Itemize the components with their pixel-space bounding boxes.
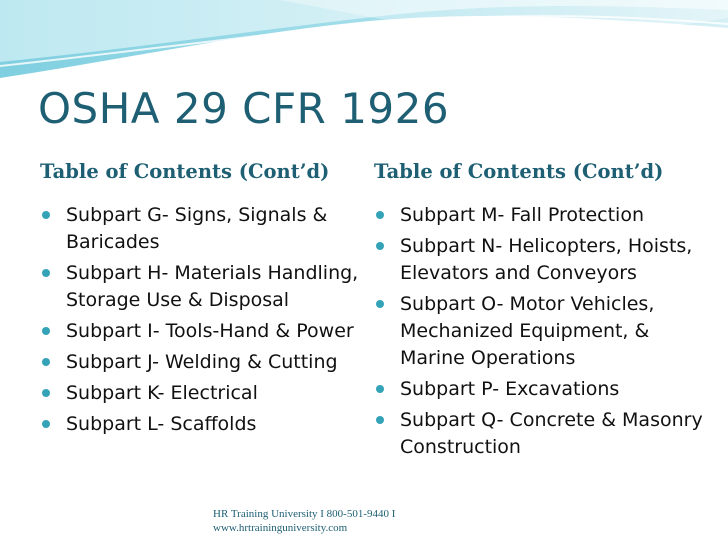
- list-item: [40, 380, 362, 407]
- slide-footer: [213, 507, 395, 535]
- list-item-text: Subpart H- Materials Handling, Storage Use & Disposal: [66, 262, 359, 311]
- header-wave-decoration: [0, 0, 728, 90]
- bullet-icon: [42, 211, 50, 219]
- slide-title: OSHA 29 CFR 1926: [38, 84, 450, 133]
- list-item-text: Subpart K- Electrical: [66, 382, 258, 404]
- list-item-text: Subpart M- Fall Protection: [400, 204, 645, 226]
- list-item-text: Subpart J- Welding & Cutting: [66, 351, 338, 373]
- list-item: [374, 233, 714, 287]
- footer-contact-line: HR Training University I 800-501-9440 I: [213, 508, 396, 520]
- list-item-text: Subpart O- Motor Vehicles, Mechanized Equipment, & Marine Operations: [400, 293, 655, 369]
- bullet-icon: [42, 389, 50, 397]
- right-subpart-list: [374, 202, 714, 465]
- left-column-heading: Table of Contents (Cont’d): [40, 160, 330, 183]
- list-item: [374, 376, 714, 403]
- list-item: [40, 318, 362, 345]
- list-item: [374, 291, 714, 372]
- footer-website-link[interactable]: www.hrtraininguniversity.com: [213, 522, 348, 534]
- list-item-text: Subpart I- Tools-Hand & Power: [66, 320, 354, 342]
- list-item: [40, 411, 362, 438]
- bullet-icon: [376, 300, 384, 308]
- list-item-text: Subpart P- Excavations: [400, 378, 620, 400]
- bullet-icon: [376, 242, 384, 250]
- list-item: [40, 260, 362, 314]
- bullet-icon: [376, 416, 384, 424]
- bullet-icon: [42, 358, 50, 366]
- list-item-text: Subpart N- Helicopters, Hoists, Elevators and Conveyors: [400, 235, 693, 284]
- list-item-text: Subpart Q- Concrete & Masonry Construction: [400, 409, 703, 458]
- left-subpart-list: [40, 202, 362, 442]
- list-item-text: Subpart G- Signs, Signals & Baricades: [66, 204, 328, 253]
- right-column-heading: Table of Contents (Cont’d): [374, 160, 664, 183]
- bullet-icon: [42, 420, 50, 428]
- list-item-text: Subpart L- Scaffolds: [66, 413, 257, 435]
- bullet-icon: [376, 211, 384, 219]
- list-item: [374, 202, 714, 229]
- bullet-icon: [42, 269, 50, 277]
- bullet-icon: [376, 385, 384, 393]
- list-item: [40, 202, 362, 256]
- list-item: [374, 407, 714, 461]
- bullet-icon: [42, 327, 50, 335]
- list-item: [40, 349, 362, 376]
